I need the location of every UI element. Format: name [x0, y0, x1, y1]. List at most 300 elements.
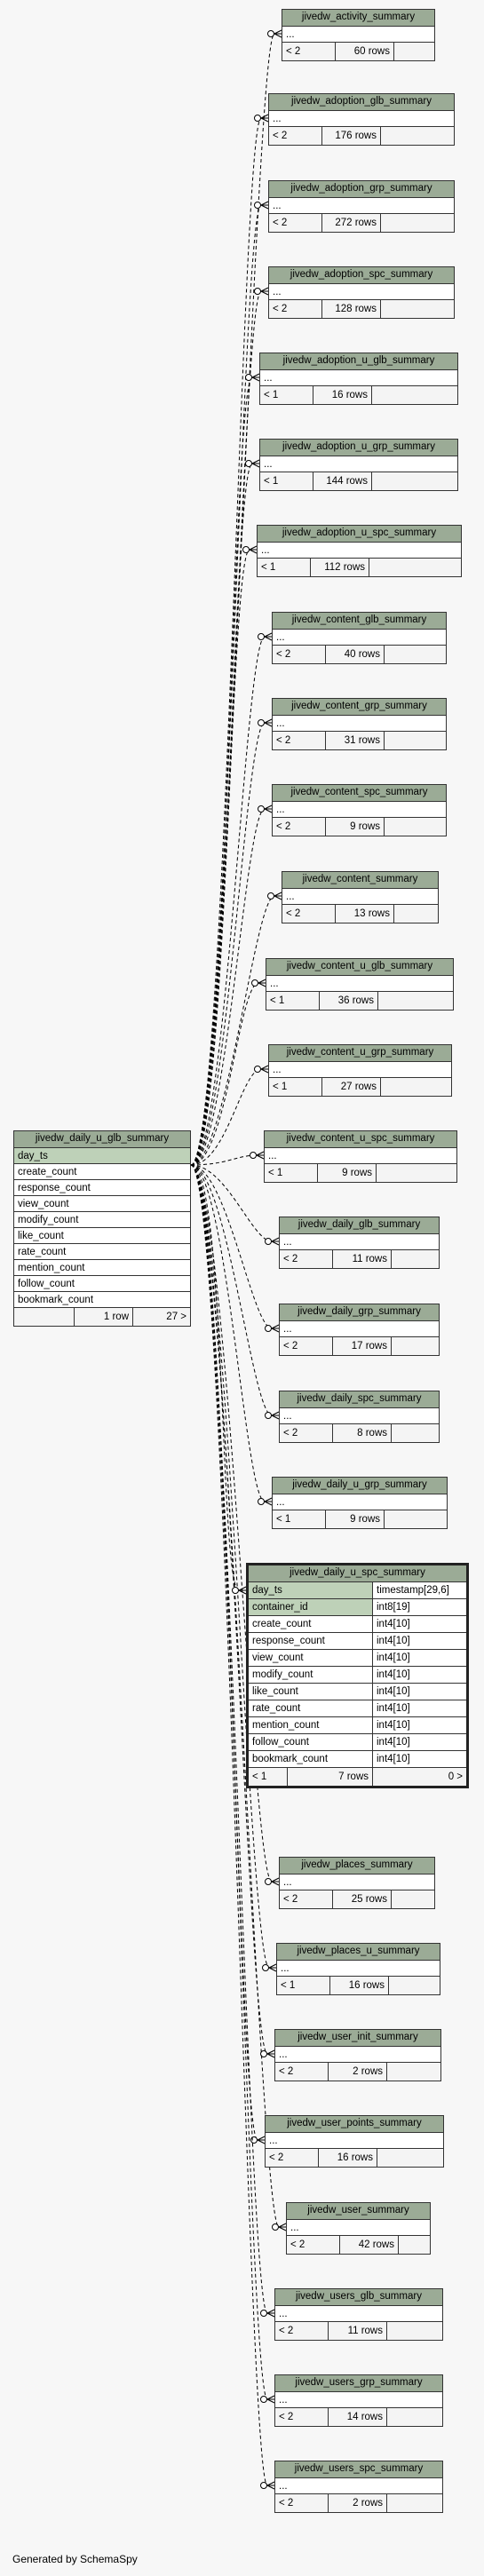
table-jivedw-user-init-summary[interactable]	[274, 2029, 441, 2081]
children-count	[399, 2236, 430, 2254]
children-count	[381, 300, 454, 318]
table-footer	[260, 472, 457, 490]
optional-marker	[258, 720, 265, 726]
table-footer	[282, 43, 434, 60]
relationship-edge	[191, 34, 274, 1165]
focus-column-row	[249, 1650, 466, 1667]
focus-table-name: jivedw_daily_u_spc_summary	[249, 1565, 466, 1582]
optional-marker	[266, 1879, 272, 1885]
parents-count[interactable]: < 2	[275, 2408, 329, 2426]
many-marker	[261, 115, 268, 122]
table-jivedw-users-grp-summary[interactable]	[274, 2374, 443, 2427]
optional-marker	[273, 2224, 279, 2231]
children-count	[377, 1164, 456, 1182]
row-count: 16 rows	[313, 386, 372, 404]
table-columns-collapsed: ...	[269, 111, 454, 127]
parents-count[interactable]: < 1	[260, 472, 313, 490]
focus-column-type: int4[10]	[377, 1653, 410, 1663]
focus-column-row	[249, 1667, 466, 1684]
table-name: jivedw_users_spc_summary	[275, 2461, 442, 2478]
focus-column-name: response_count	[249, 1633, 373, 1649]
table-columns-collapsed: ...	[287, 2220, 430, 2236]
row-count: 60 rows	[336, 43, 394, 60]
table-jivedw-places-u-summary[interactable]	[276, 1943, 440, 1995]
table-jivedw-adoption-u-glb-summary[interactable]	[259, 353, 458, 405]
table-footer	[280, 1337, 439, 1355]
optional-marker	[258, 1499, 265, 1505]
focus-column-name: like_count	[249, 1684, 373, 1700]
table-name: jivedw_daily_u_grp_summary	[273, 1478, 447, 1494]
table-footer	[266, 2149, 443, 2167]
row-count: 112 rows	[311, 559, 369, 576]
source-table-footer	[14, 1308, 190, 1326]
table-columns-collapsed: ...	[275, 2478, 442, 2494]
table-jivedw-content-glb-summary[interactable]	[272, 612, 447, 664]
table-name: jivedw_content_summary	[282, 872, 438, 889]
table-jivedw-daily-spc-summary[interactable]	[279, 1391, 440, 1443]
parents-count[interactable]: < 1	[266, 992, 320, 1010]
parents-count[interactable]: < 2	[273, 732, 326, 749]
table-columns-collapsed: ...	[273, 630, 446, 646]
table-jivedw-adoption-u-grp-summary[interactable]	[259, 439, 458, 491]
table-footer	[277, 1977, 440, 1994]
relationship-edge	[191, 1165, 272, 1328]
relationship-edge	[191, 464, 252, 1165]
focus-children-count[interactable]: 0 >	[448, 1771, 463, 1782]
optional-marker	[261, 2483, 267, 2489]
many-marker	[265, 1498, 272, 1505]
table-name: jivedw_adoption_u_grp_summary	[260, 440, 457, 456]
table-footer	[275, 2063, 440, 2081]
table-columns-collapsed: ...	[280, 1875, 434, 1890]
focus-column-name: rate_count	[249, 1700, 373, 1716]
many-marker	[239, 1587, 246, 1594]
children-count	[385, 646, 446, 663]
table-name: jivedw_content_u_spc_summary	[265, 1131, 456, 1148]
many-marker	[272, 1238, 279, 1245]
table-name: jivedw_user_init_summary	[275, 2030, 440, 2047]
parents-count[interactable]: < 2	[275, 2063, 329, 2081]
table-columns-collapsed: ...	[273, 716, 446, 732]
source-table[interactable]	[13, 1130, 191, 1327]
children-count	[381, 127, 454, 145]
table-columns-collapsed: ...	[265, 1148, 456, 1164]
parents-count[interactable]: < 2	[275, 2322, 329, 2340]
children-count	[385, 1510, 447, 1528]
table-columns-collapsed: ...	[273, 1494, 447, 1510]
many-marker	[258, 2136, 265, 2144]
table-jivedw-users-glb-summary[interactable]	[274, 2288, 443, 2341]
focus-column-type: int4[10]	[377, 1720, 410, 1731]
row-count: 13 rows	[336, 905, 394, 923]
table-jivedw-content-u-spc-summary[interactable]	[264, 1130, 457, 1183]
focus-column-row	[249, 1684, 466, 1700]
focus-column-row	[249, 1633, 466, 1650]
table-name: jivedw_activity_summary	[282, 10, 434, 27]
optional-marker	[268, 31, 274, 37]
table-jivedw-daily-glb-summary[interactable]	[279, 1217, 440, 1269]
table-columns-collapsed: ...	[282, 27, 434, 43]
many-marker	[274, 30, 282, 37]
children-count	[369, 559, 461, 576]
focus-column-row	[249, 1599, 466, 1616]
many-marker	[265, 719, 272, 726]
generated-by-label: Generated by SchemaSpy	[12, 2553, 138, 2565]
focus-column-type: int4[10]	[377, 1754, 410, 1764]
row-count: 272 rows	[322, 214, 381, 232]
table-jivedw-content-spc-summary[interactable]	[272, 784, 447, 836]
children-count	[387, 2494, 442, 2512]
table-columns-collapsed: ...	[266, 2133, 443, 2149]
table-name: jivedw_daily_grp_summary	[280, 1304, 439, 1321]
row-count: 9 rows	[318, 1164, 377, 1182]
parents-count[interactable]: < 2	[282, 905, 336, 923]
table-jivedw-places-summary[interactable]	[279, 1857, 435, 1909]
table-footer	[269, 1078, 451, 1096]
table-name: jivedw_daily_glb_summary	[280, 1217, 439, 1234]
table-footer	[273, 818, 446, 836]
many-marker	[267, 2310, 274, 2317]
table-footer	[269, 127, 454, 145]
table-jivedw-content-u-grp-summary[interactable]	[268, 1044, 452, 1097]
table-footer	[287, 2236, 430, 2254]
parents-count[interactable]: < 2	[269, 127, 322, 145]
many-marker	[261, 1066, 268, 1073]
row-count: 11 rows	[333, 1250, 392, 1268]
parents-count[interactable]: < 2	[282, 43, 336, 60]
table-jivedw-user-points-summary[interactable]	[265, 2115, 444, 2168]
optional-marker	[255, 202, 261, 209]
optional-marker	[233, 1588, 239, 1594]
optional-marker	[252, 980, 258, 987]
table-footer	[280, 1424, 439, 1442]
optional-marker	[266, 1326, 272, 1332]
focus-column-name: day_ts	[249, 1582, 373, 1598]
table-footer	[275, 2494, 442, 2512]
parents-count[interactable]: < 2	[280, 1250, 333, 1268]
table-footer	[280, 1890, 434, 1908]
children-count	[389, 1977, 440, 1994]
table-jivedw-content-summary[interactable]	[282, 871, 439, 923]
row-count: 16 rows	[319, 2149, 377, 2167]
many-marker	[265, 805, 272, 812]
relationship-edge	[191, 723, 265, 1165]
table-jivedw-adoption-u-spc-summary[interactable]	[257, 525, 462, 577]
children-count	[381, 214, 454, 232]
many-marker	[252, 460, 259, 467]
source-column: create_count	[14, 1164, 190, 1180]
table-columns-collapsed: ...	[273, 802, 446, 818]
source-column: day_ts	[14, 1148, 190, 1164]
parents-count[interactable]: < 1	[260, 386, 313, 404]
children-count	[372, 386, 457, 404]
many-marker	[265, 633, 272, 640]
parents-count[interactable]: < 2	[287, 2236, 340, 2254]
optional-marker	[258, 634, 265, 640]
relationship-edge	[191, 118, 261, 1165]
focus-column-name: mention_count	[249, 1717, 373, 1733]
focus-column-row	[249, 1751, 466, 1768]
table-jivedw-adoption-spc-summary[interactable]	[268, 266, 455, 319]
table-jivedw-daily-u-grp-summary[interactable]	[272, 1477, 448, 1529]
focus-column-type: int4[10]	[377, 1669, 410, 1680]
row-count: 36 rows	[320, 992, 378, 1010]
relationship-edge	[191, 1165, 265, 1502]
source-column: mention_count	[14, 1260, 190, 1276]
table-footer	[280, 1250, 439, 1268]
table-columns-collapsed: ...	[269, 1062, 451, 1078]
focus-column-name: bookmark_count	[249, 1751, 373, 1767]
many-marker	[272, 1325, 279, 1332]
parents-count[interactable]: < 2	[269, 300, 322, 318]
row-count: 8 rows	[333, 1424, 392, 1442]
row-count: 128 rows	[322, 300, 381, 318]
relationship-edge	[191, 550, 250, 1165]
children-count	[381, 1078, 451, 1096]
children-count	[394, 905, 438, 923]
many-marker	[267, 2396, 274, 2403]
table-columns-collapsed: ...	[260, 370, 457, 386]
optional-marker	[266, 1413, 272, 1419]
table-columns-collapsed: ...	[269, 198, 454, 214]
table-footer	[273, 646, 446, 663]
children-count	[392, 1337, 439, 1355]
children-count	[377, 2149, 443, 2167]
row-count: 176 rows	[322, 127, 381, 145]
table-name: jivedw_adoption_u_spc_summary	[258, 526, 461, 543]
table-footer	[282, 905, 438, 923]
parents-count[interactable]: < 2	[280, 1424, 333, 1442]
relationship-edge	[191, 205, 261, 1165]
optional-marker	[263, 1965, 269, 1971]
row-count: 2 rows	[329, 2494, 387, 2512]
source-row-count: 1 row	[75, 1308, 133, 1326]
optional-marker	[246, 375, 252, 381]
children-count	[378, 992, 453, 1010]
table-footer	[258, 559, 461, 576]
parents-count[interactable]: < 2	[273, 646, 326, 663]
focus-column-type: int4[10]	[377, 1737, 410, 1748]
source-column: view_count	[14, 1196, 190, 1212]
many-marker	[272, 1878, 279, 1885]
focus-column-type: int4[10]	[377, 1686, 410, 1697]
many-marker	[258, 979, 266, 987]
children-count	[387, 2322, 442, 2340]
row-count: 16 rows	[330, 1977, 389, 1994]
focus-table[interactable]	[246, 1563, 469, 1788]
table-name: jivedw_content_grp_summary	[273, 699, 446, 716]
optional-marker	[251, 2137, 258, 2144]
children-count	[392, 1424, 439, 1442]
source-column: response_count	[14, 1180, 190, 1196]
table-columns-collapsed: ...	[275, 2047, 440, 2063]
optional-marker	[268, 893, 274, 900]
parents-count[interactable]: < 1	[269, 1078, 322, 1096]
focus-column-row	[249, 1700, 466, 1717]
focus-column-name: view_count	[249, 1650, 373, 1666]
table-columns-collapsed: ...	[266, 976, 453, 992]
focus-column-type: int4[10]	[377, 1703, 410, 1714]
focus-column-type: int4[10]	[377, 1636, 410, 1646]
row-count: 17 rows	[333, 1337, 392, 1355]
many-marker	[261, 288, 268, 295]
many-marker	[252, 374, 259, 381]
relationship-edge	[191, 291, 261, 1165]
table-jivedw-adoption-grp-summary[interactable]	[268, 180, 455, 233]
focus-parents-count[interactable]: < 1	[249, 1768, 288, 1786]
focus-column-name: modify_count	[249, 1667, 373, 1683]
many-marker	[250, 546, 257, 553]
row-count: 11 rows	[329, 2322, 387, 2340]
table-name: jivedw_content_spc_summary	[273, 785, 446, 802]
row-count: 42 rows	[340, 2236, 399, 2254]
many-marker	[274, 892, 282, 900]
table-columns-collapsed: ...	[275, 2306, 442, 2322]
source-column: modify_count	[14, 1212, 190, 1228]
parents-count[interactable]: < 1	[277, 1977, 330, 1994]
table-jivedw-activity-summary[interactable]	[282, 9, 435, 61]
source-column: rate_count	[14, 1244, 190, 1260]
source-column: bookmark_count	[14, 1292, 190, 1308]
table-name: jivedw_content_u_glb_summary	[266, 959, 453, 976]
table-jivedw-daily-grp-summary[interactable]	[279, 1304, 440, 1356]
table-columns-collapsed: ...	[277, 1961, 440, 1977]
parents-count[interactable]: < 1	[273, 1510, 326, 1528]
relationship-edge	[191, 1165, 239, 1590]
children-count	[372, 472, 457, 490]
optional-marker	[258, 806, 265, 812]
table-footer	[275, 2408, 442, 2426]
row-count: 9 rows	[326, 1510, 385, 1528]
parents-count[interactable]: < 1	[258, 559, 311, 576]
table-name: jivedw_user_points_summary	[266, 2116, 443, 2133]
table-footer	[266, 992, 453, 1010]
optional-marker	[255, 289, 261, 295]
children-count	[392, 1890, 434, 1908]
parents-count[interactable]: < 2	[273, 818, 326, 836]
table-footer	[265, 1164, 456, 1182]
parents-count[interactable]: < 1	[265, 1164, 318, 1182]
optional-marker	[243, 547, 250, 553]
focus-column-row	[249, 1717, 466, 1734]
parents-count[interactable]: < 2	[280, 1890, 333, 1908]
focus-column-type: int8[19]	[377, 1602, 410, 1613]
table-jivedw-users-spc-summary[interactable]	[274, 2461, 443, 2513]
focus-row-count: 7 rows	[288, 1768, 373, 1786]
table-name: jivedw_user_summary	[287, 2203, 430, 2220]
children-count	[385, 732, 446, 749]
children-count	[387, 2408, 442, 2426]
table-footer	[273, 1510, 447, 1528]
parents-count[interactable]: < 2	[269, 214, 322, 232]
table-columns-collapsed: ...	[258, 543, 461, 559]
children-count	[385, 818, 446, 836]
row-count: 40 rows	[326, 646, 385, 663]
parents-count[interactable]: < 2	[280, 1337, 333, 1355]
table-columns-collapsed: ...	[280, 1321, 439, 1337]
many-marker	[267, 2482, 274, 2489]
relationship-edge	[191, 637, 265, 1165]
table-jivedw-user-summary[interactable]	[286, 2202, 431, 2255]
children-count	[387, 2063, 440, 2081]
parents-count[interactable]: < 2	[275, 2494, 329, 2512]
relationship-edge	[191, 896, 274, 1165]
focus-table-footer	[249, 1768, 466, 1786]
table-columns-collapsed: ...	[280, 1408, 439, 1424]
optional-marker	[261, 2397, 267, 2403]
table-name: jivedw_adoption_glb_summary	[269, 94, 454, 111]
table-columns-collapsed: ...	[282, 889, 438, 905]
focus-column-name: follow_count	[249, 1734, 373, 1750]
table-name: jivedw_content_glb_summary	[273, 613, 446, 630]
focus-column-row	[249, 1734, 466, 1751]
table-footer	[273, 732, 446, 749]
table-jivedw-content-u-glb-summary[interactable]	[266, 958, 454, 1011]
many-marker	[257, 1152, 264, 1159]
table-footer	[275, 2322, 442, 2340]
optional-marker	[246, 461, 252, 467]
row-count: 25 rows	[333, 1890, 392, 1908]
table-columns-collapsed: ...	[275, 2392, 442, 2408]
table-name: jivedw_adoption_spc_summary	[269, 267, 454, 284]
many-marker	[267, 2050, 274, 2057]
table-name: jivedw_users_grp_summary	[275, 2375, 442, 2392]
table-name: jivedw_content_u_grp_summary	[269, 1045, 451, 1062]
parents-count[interactable]: < 2	[266, 2149, 319, 2167]
table-jivedw-adoption-glb-summary[interactable]	[268, 93, 455, 146]
table-footer	[269, 300, 454, 318]
source-table-name: jivedw_daily_u_glb_summary	[14, 1131, 190, 1148]
many-marker	[272, 1412, 279, 1419]
relationship-edge	[191, 983, 258, 1165]
table-name: jivedw_daily_spc_summary	[280, 1391, 439, 1408]
many-marker	[279, 2223, 286, 2231]
children-count	[392, 1250, 439, 1268]
optional-marker	[250, 1153, 257, 1159]
optional-marker	[261, 2310, 267, 2317]
relationship-edge	[191, 1155, 257, 1165]
focus-column-name: container_id	[249, 1599, 373, 1615]
row-count: 31 rows	[326, 732, 385, 749]
focus-column-type: int4[10]	[377, 1619, 410, 1629]
row-count: 27 rows	[322, 1078, 381, 1096]
children-count	[394, 43, 434, 60]
many-marker	[261, 202, 268, 209]
table-name: jivedw_adoption_grp_summary	[269, 181, 454, 198]
source-column: like_count	[14, 1228, 190, 1244]
table-jivedw-content-grp-summary[interactable]	[272, 698, 447, 750]
table-footer	[269, 214, 454, 232]
source-column: follow_count	[14, 1276, 190, 1292]
table-name: jivedw_places_u_summary	[277, 1944, 440, 1961]
table-name: jivedw_adoption_u_glb_summary	[260, 353, 457, 370]
row-count: 144 rows	[313, 472, 372, 490]
focus-column-name: create_count	[249, 1616, 373, 1632]
optional-marker	[266, 1239, 272, 1245]
focus-column-row	[249, 1616, 466, 1633]
table-name: jivedw_users_glb_summary	[275, 2289, 442, 2306]
source-children-count[interactable]: 27 >	[166, 1312, 186, 1322]
focus-column-row	[249, 1582, 466, 1599]
row-count: 2 rows	[329, 2063, 387, 2081]
table-name: jivedw_places_summary	[280, 1858, 434, 1875]
optional-marker	[255, 1066, 261, 1073]
table-columns-collapsed: ...	[280, 1234, 439, 1250]
row-count: 14 rows	[329, 2408, 387, 2426]
focus-column-type: timestamp[29,6]	[377, 1585, 449, 1596]
table-columns-collapsed: ...	[260, 456, 457, 472]
relationship-edge	[191, 1165, 272, 1241]
